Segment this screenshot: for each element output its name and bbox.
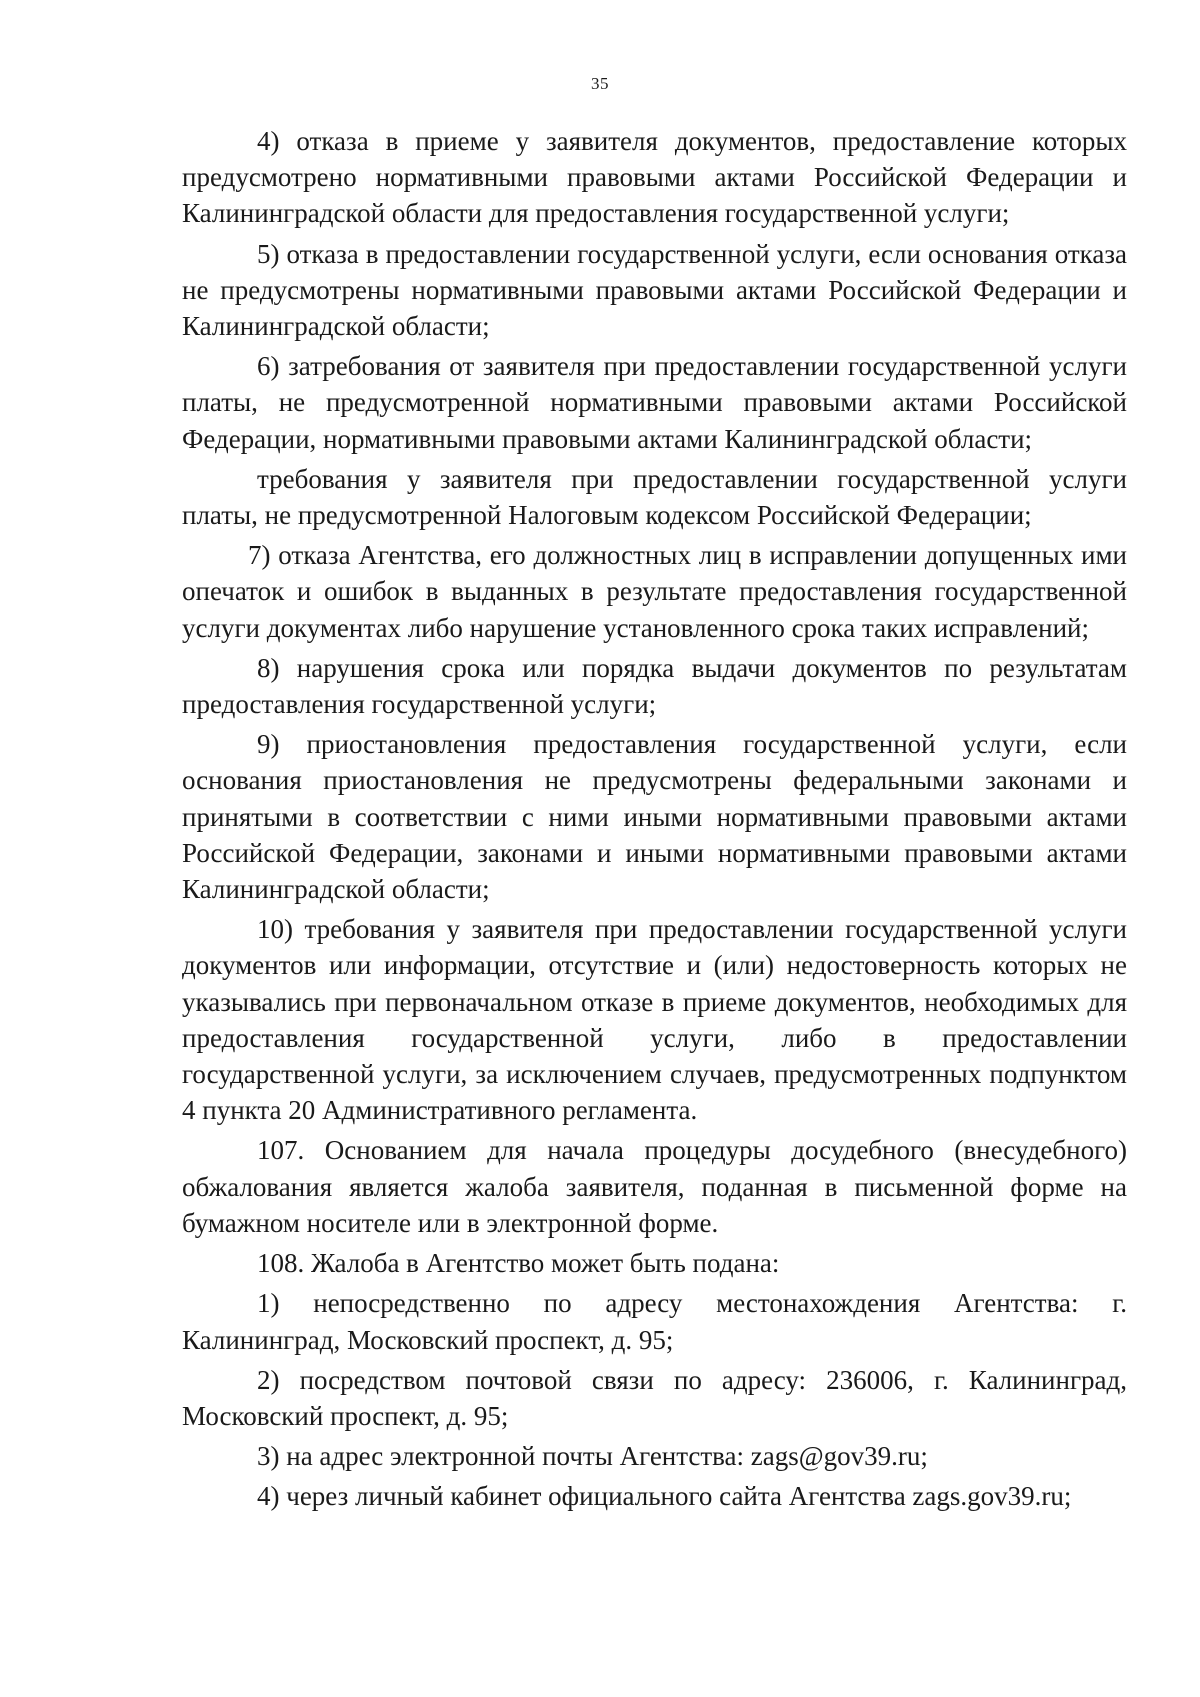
paragraph-item-8: 8) нарушения срока или порядка выдачи документов по результатам предоставления государственной услуги; [182,652,1127,720]
paragraph-108-item-3: 3) на адрес электронной почты Агентства: zags@gov39.ru; [257,1441,928,1472]
paragraph-item-9: 9) приостановления предоставления государственной услуги, если основания приостановления не предусмотрены федеральными законами и принятыми в соответствии с ними иными нормативными правовыми актами Российской Федерации, законами и иными нормативными правовыми актами Калининградской области; [182,729,1127,905]
paragraph-107: 107. Основанием для начала процедуры досудебного (внесудебного) обжалования является жалоба заявителя, поданная в письменной форме на бумажном носителе или в электронной форме. [182,1135,1127,1238]
paragraph-item-10: 10) требования у заявителя при предоставлении государственной услуги документов или информации, отсутствие и (или) недостоверность которых не указывались при первоначальном отказе в приеме документов, необходимых для предоставления государственной услуги, либо в предоставлении государственной услуги, за исключением случаев, предусмотренных подпунктом 4 пункта 20 Административного регламента. [182,914,1127,1126]
paragraph-108-item-1: 1) непосредственно по адресу местонахождения Агентства: г. Калининград, Московский проспект, д. 95; [182,1288,1127,1355]
paragraph-108-item-2: 2) посредством почтовой связи по адресу: 236006, г. Калининград, Московский проспект, д. 95; [182,1364,1127,1431]
paragraph-item-5: 5) отказа в предоставлении государственной услуги, если основания отказа не предусмотрены нормативными правовыми актами Российской Федерации и Калининградской области; [182,238,1127,342]
paragraph-tax-payment: требования у заявителя при предоставлении государственной услуги платы, не предусмотренной Налоговым кодексом Российской Федерации; [182,463,1127,531]
paragraph-item-7: 7) отказа Агентства, его должностных лиц в исправлении допущенных ими опечаток и ошибок в выданных в результате предоставления государственной услуги документах либо нарушение установленного срока таких исправлений; [182,540,1127,643]
paragraph-108: 108. Жалоба в Агентство может быть подана: [257,1248,780,1279]
page-number: 35 [591,74,609,93]
document-body [182,123,1127,1515]
paragraph-item-4: 4) отказа в приеме у заявителя документов, предоставление которых предусмотрено нормативными правовыми актами Российской Федерации и Калининградской области для предоставления государственной услуги; [182,126,1127,229]
paragraph-108-item-4: 4) через личный кабинет официального сайта Агентства zags.gov39.ru; [257,1481,1072,1512]
paragraph-item-6: 6) затребования от заявителя при предоставлении государственной услуги платы, не предусмотренной нормативными правовыми актами Российской Федерации, нормативными правовыми актами Калининградской области; [182,351,1127,454]
